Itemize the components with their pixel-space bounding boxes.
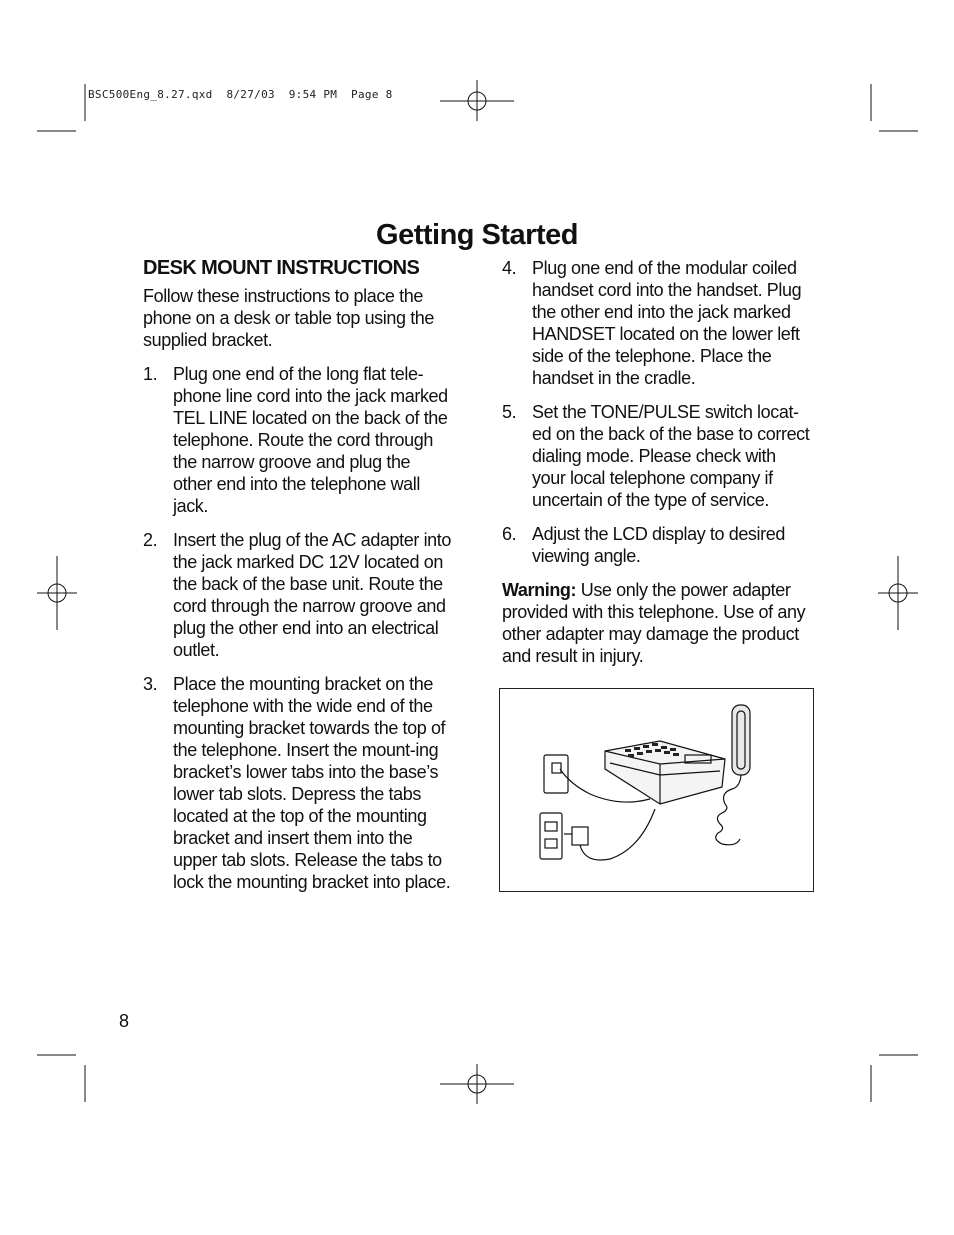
warning-text: Use only the power adapter provided with this telephone. Use of any other adapter may damage the product and result in injury. bbox=[502, 580, 806, 666]
handset bbox=[732, 705, 750, 775]
wall-jack-socket bbox=[552, 763, 561, 773]
setup-illustration bbox=[499, 688, 814, 892]
step-number: 1. bbox=[143, 364, 158, 384]
print-slug: BSC500Eng_8.27.qxd 8/27/03 9:54 PM Page 8 bbox=[88, 88, 393, 101]
telephone-setup-drawing bbox=[500, 689, 813, 891]
steps-list-left bbox=[143, 363, 453, 893]
intro-paragraph: Follow these instructions to place the phone on a desk or table top using the supplied bracket. bbox=[143, 286, 435, 350]
list-item bbox=[502, 401, 812, 511]
list-item bbox=[502, 257, 812, 389]
outlet-socket-bottom bbox=[545, 839, 557, 848]
steps-list-right bbox=[502, 257, 812, 567]
step-text: Place the mounting bracket on the telephone with the wide end of the mounting bracket towards the top of the telephone. Insert the mount-ing bracket’s lower tabs into the base’s lower tab slots. Depress the tabs located at the top of the mounting bracket and insert them into the upper tab slots. Release the tabs to lock the mounting bracket into place. bbox=[173, 674, 451, 892]
adapter-cord bbox=[580, 809, 655, 860]
section-heading: DESK MOUNT INSTRUCTIONS bbox=[143, 257, 420, 279]
left-column bbox=[143, 257, 453, 905]
step-number: 4. bbox=[502, 258, 517, 278]
step-text: Adjust the LCD display to desired viewing angle. bbox=[532, 524, 785, 566]
step-number: 6. bbox=[502, 524, 517, 544]
step-text: Plug one end of the modular coiled handset cord into the handset. Plug the other end into the jack marked HANDSET located on the lower left side of the telephone. Place the handset in the cradle. bbox=[532, 258, 802, 388]
warning-paragraph bbox=[502, 579, 812, 667]
step-text: Set the TONE/PULSE switch locat-ed on the back of the base to correct dialing mode. Please check with your local telephone company if uncertain of the type of service. bbox=[532, 402, 810, 510]
step-number: 2. bbox=[143, 530, 158, 550]
list-item bbox=[143, 529, 453, 661]
page-number: 8 bbox=[119, 1011, 130, 1031]
page-title: Getting Started bbox=[376, 219, 578, 252]
outlet-socket-top bbox=[545, 822, 557, 831]
step-text: Insert the plug of the AC adapter into the jack marked DC 12V located on the back of the base unit. Route the cord through the narrow groove and plug the other end into an electrical outlet. bbox=[173, 530, 451, 660]
step-number: 3. bbox=[143, 674, 158, 694]
electrical-outlet-plate bbox=[540, 813, 562, 859]
step-text: Plug one end of the long flat tele-phone line cord into the jack marked TEL LINE located on the back of the telephone. Route the cord through the narrow groove and plug the other end into the telephone wall jack. bbox=[173, 364, 448, 516]
warning-label: Warning: bbox=[502, 580, 577, 600]
list-item bbox=[143, 673, 453, 893]
ac-adapter bbox=[572, 827, 588, 845]
step-number: 5. bbox=[502, 402, 517, 422]
list-item bbox=[502, 523, 812, 567]
list-item bbox=[143, 363, 453, 517]
telephone-base bbox=[605, 741, 725, 804]
right-column bbox=[502, 257, 812, 667]
